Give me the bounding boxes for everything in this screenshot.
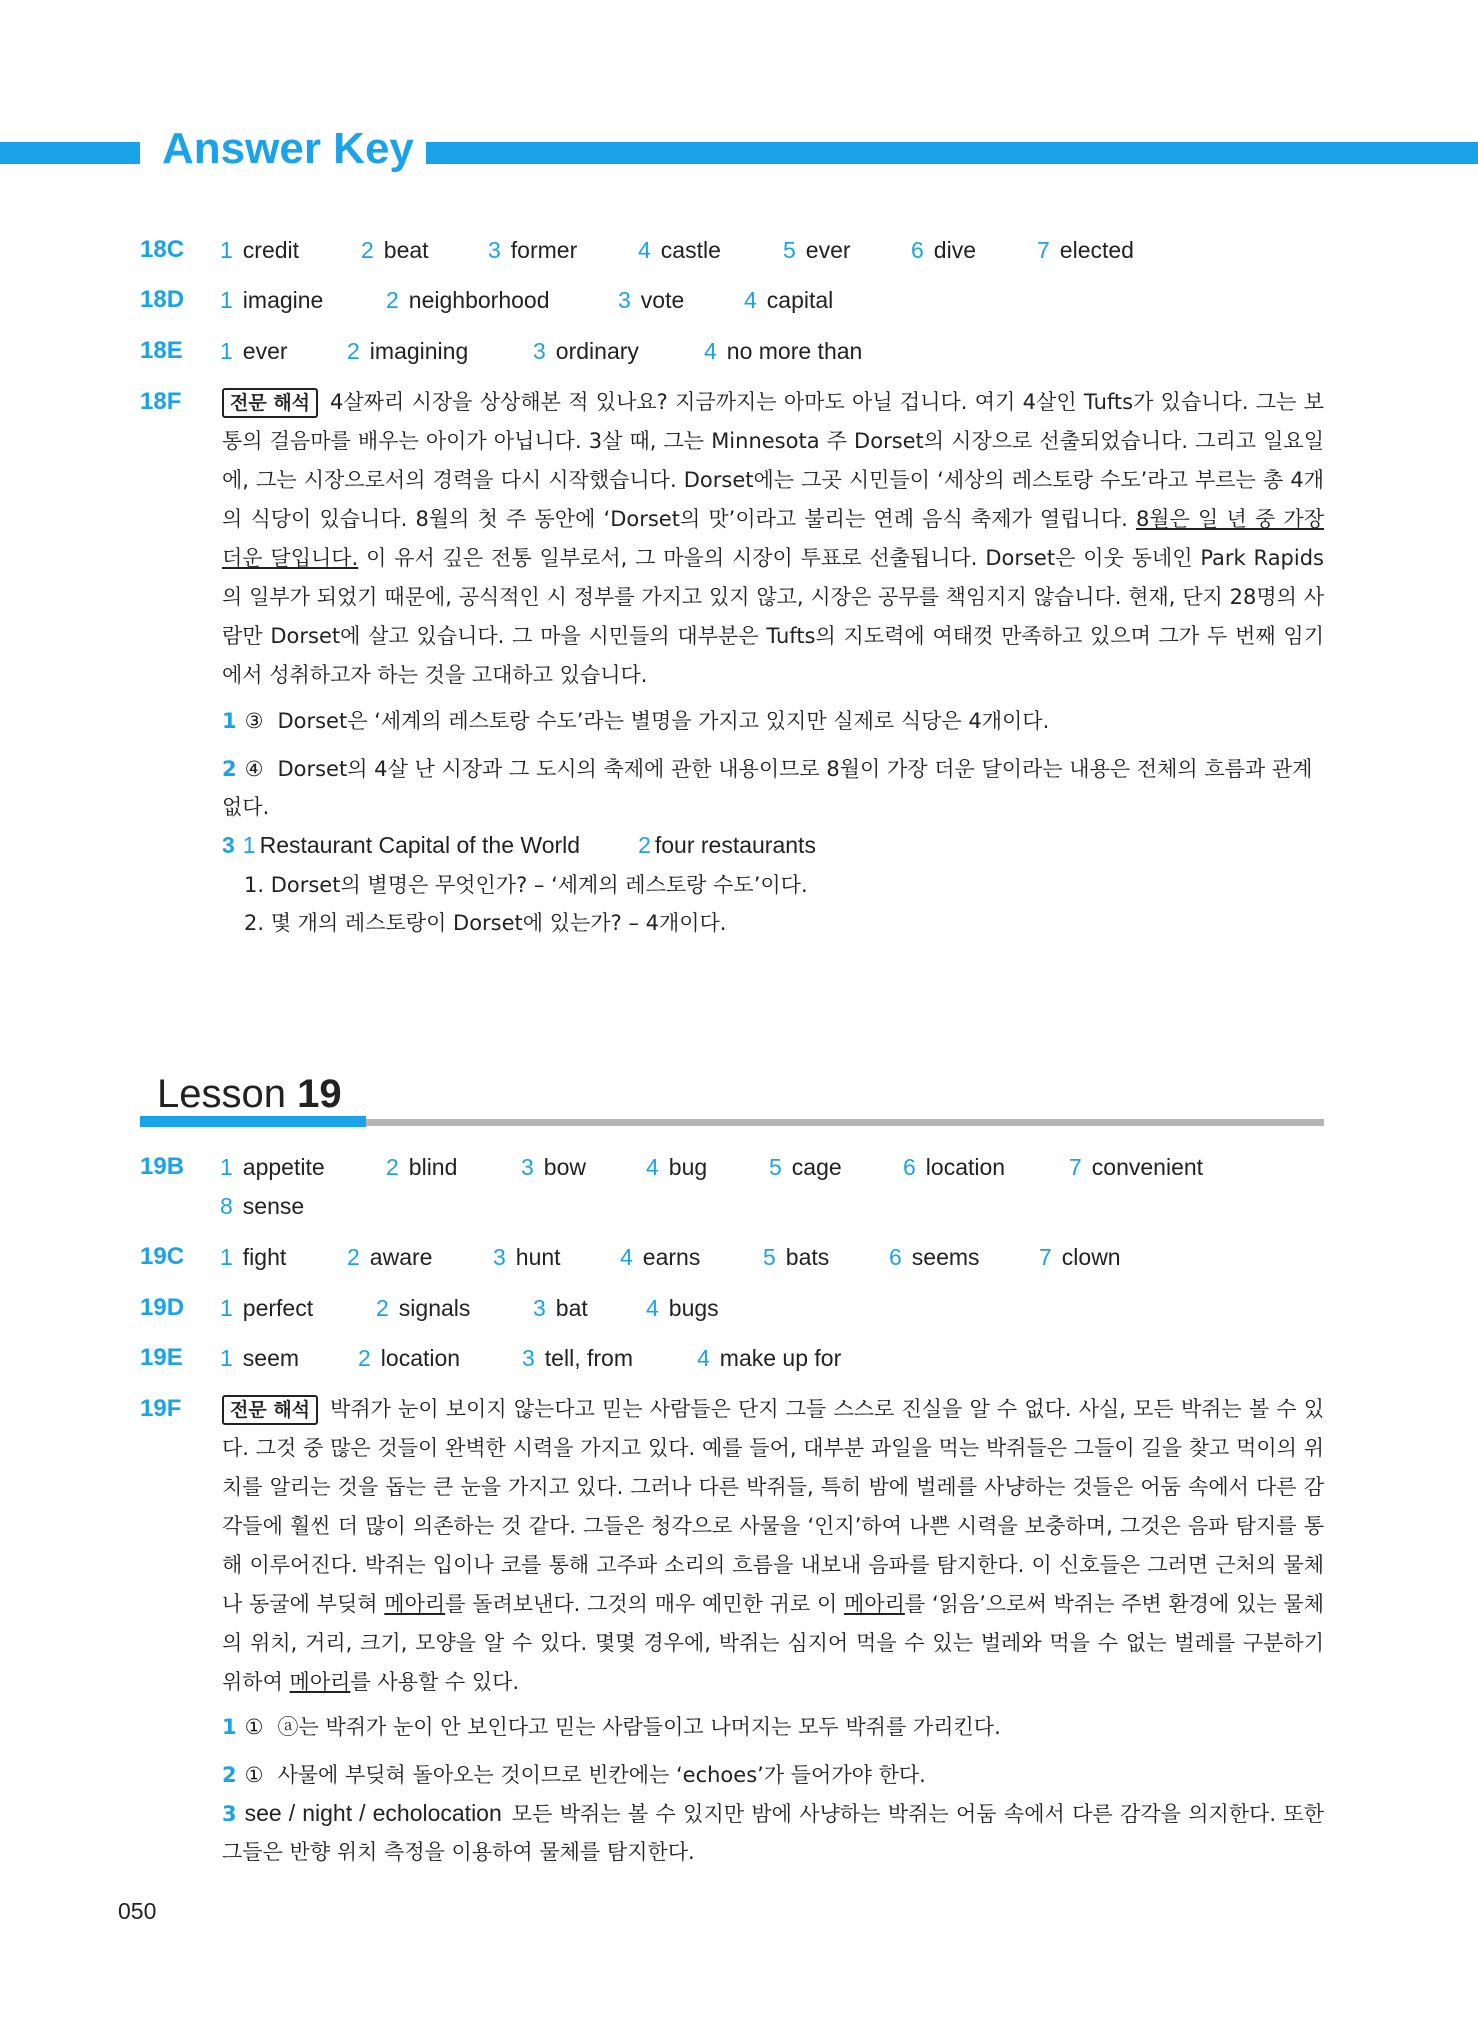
answer-item: 2 beat xyxy=(361,237,429,263)
answer-item: 1 fight xyxy=(220,1244,287,1270)
translation-paragraph-18f: 전문 해석 4살짜리 시장을 상상해본 적 있나요? 지금까지는 아마도 아닐 겁니다. 여기 4살인 Tufts가 있습니다. 그는 보통의 걸음마를 배우는 아이가 아닙니다. 3살 때, 그는 Minnesota 주 Dorset의 시장으로 선출되었습니다. 그리고 일요일에, 그는 시장으로서의 경력을 다시 시작했습니다. Dorset에는 그곳 시민들이 ‘세상의 레스토랑 수도’라고 부르는 총 4개의 식당이 있습니다. 8월의 첫 주 동안에 ‘Dorset의 맛’이라고 불리는 연례 음식 축제가 열립니다. 8월은 일 년 중 가장 더운 달입니다. 이 유서 깊은 전통 일부로서, 그 마을의 시장이 투표로 선출됩니다. Dorset은 이웃 동네인 Park Rapids의 일부가 되었기 때문에, 공식적인 시 정부를 가지고 있지 않고, 시장은 공무를 책임지지 않습니다. 현재, 단지 28명의 사람만 Dorset에 살고 있습니다. 그 마을 시민들의 대부분은 Tufts의 지도력에 여태껏 만족하고 있으며 그가 두 번째 임기에서 성취하고자 하는 것을 고대하고 있습니다. xyxy=(222,390,1324,687)
answer-item: 2 blind xyxy=(386,1154,458,1180)
section-code: 19F xyxy=(140,1395,182,1422)
answer-item: 7 elected xyxy=(1037,237,1134,263)
section-code: 19C xyxy=(140,1243,185,1270)
header-bar-right xyxy=(426,142,1478,164)
answer-item: 4 capital xyxy=(744,287,834,313)
answer-item: 4 castle xyxy=(638,237,721,263)
section-code: 19E xyxy=(140,1344,183,1371)
answer-item: 6 seems xyxy=(889,1244,980,1270)
answer-item: 3 vote xyxy=(618,287,685,313)
answer-item: 3 bat xyxy=(533,1295,588,1321)
section-code: 19B xyxy=(140,1153,185,1180)
answer-item: 5 ever xyxy=(783,237,851,263)
underlined-word: 메아리 xyxy=(289,1670,351,1694)
answer-item: 1 perfect xyxy=(220,1295,314,1321)
question-2-19f: 2 ① 사물에 부딪혀 돌아오는 것이므로 빈칸에는 ‘echoes’가 들어가야 한다. xyxy=(222,1763,926,1787)
answer-item: 4 bugs xyxy=(646,1295,719,1321)
question-3-19f: 3 see / night / echolocation 모든 박쥐는 볼 수 있지만 밤에 사냥하는 박쥐는 어둠 속에서 다른 감각을 의지한다. 또한 그들은 반향 위치 측정을 이용하여 물체를 탐지한다. xyxy=(222,1800,1325,1864)
lesson-heading-rule xyxy=(366,1119,1324,1126)
answer-item: 3 ordinary xyxy=(533,338,639,364)
underlined-word: 메아리 xyxy=(384,1592,446,1616)
answer-item: 1 appetite xyxy=(220,1154,325,1180)
answer-item: 5 bats xyxy=(763,1244,830,1270)
answer-item: 8 sense xyxy=(220,1193,305,1219)
answer-item: 4 bug xyxy=(646,1154,708,1180)
answer-item: 4 earns xyxy=(620,1244,701,1270)
answer-item: 1 seem xyxy=(220,1345,300,1371)
answer-item: 7 clown xyxy=(1039,1244,1121,1270)
answer-item: 3 former xyxy=(488,237,578,263)
page-number: 050 xyxy=(118,1898,157,1924)
answer-item: 4 no more than xyxy=(704,338,863,364)
answer-item: 4 make up for xyxy=(697,1345,842,1371)
section-code: 18D xyxy=(140,286,185,313)
sub-answer-1: 1. Dorset의 별명은 무엇인가? – ‘세계의 레스토랑 수도’이다. xyxy=(244,873,808,897)
header-bar-left xyxy=(0,142,140,164)
question-1-18f: 1 ③ Dorset은 ‘세계의 레스토랑 수도’라는 별명을 가지고 있지만 실제로 식당은 4개이다. xyxy=(222,709,1050,733)
answer-item: 5 cage xyxy=(769,1154,842,1180)
answer-item: 2 imagining xyxy=(347,338,469,364)
section-code: 19D xyxy=(140,1294,185,1321)
answer-item: 6 dive xyxy=(911,237,976,263)
answer-item: 3 hunt xyxy=(493,1244,561,1270)
answer-item: 6 location xyxy=(903,1154,1006,1180)
lesson-heading: Lesson 19 xyxy=(157,1072,342,1116)
section-code: 18C xyxy=(140,236,185,263)
answer-item: 1 credit xyxy=(220,237,300,263)
translation-tag: 전문 해석 xyxy=(222,388,318,418)
question-2-18f: 2 ④ Dorset의 4살 난 시장과 그 도시의 축제에 관한 내용이므로 8월이 가장 더운 달이라는 내용은 전체의 흐름과 관계없다. xyxy=(222,757,1313,819)
answer-item: 2 location xyxy=(358,1345,461,1371)
question-3-18f: 3 1 Restaurant Capital of the World 2 four restaurants xyxy=(222,832,816,858)
answer-item: 3 tell, from xyxy=(522,1345,633,1371)
answer-item: 3 bow xyxy=(521,1154,586,1180)
answer-item: 2 neighborhood xyxy=(386,287,550,313)
answer-item: 1 imagine xyxy=(220,287,324,313)
answer-item: 1 ever xyxy=(220,338,288,364)
section-code: 18E xyxy=(140,337,183,364)
underlined-sentence: 8월은 일 년 중 가장 더운 달입니다. xyxy=(222,507,1324,570)
question-1-19f: 1 ① ⓐ는 박쥐가 눈이 안 보인다고 믿는 사람들이고 나머지는 모두 박쥐를 가리킨다. xyxy=(222,1715,1001,1739)
translation-tag: 전문 해석 xyxy=(222,1395,318,1425)
translation-paragraph-19f: 전문 해석 박쥐가 눈이 보이지 않는다고 믿는 사람들은 단지 그들 스스로 진실을 알 수 없다. 사실, 모든 박쥐는 볼 수 있다. 그것 중 많은 것들이 완벽한 시력을 가지고 있다. 예를 들어, 대부분 과일을 먹는 박쥐들은 그들이 길을 찾고 먹이의 위치를 알리는 것을 돕는 큰 눈을 가지고 있다. 그러나 다른 박쥐들, 특히 밤에 벌레를 사냥하는 것들은 어둠 속에서 다른 감각들에 훨씬 더 많이 의존하는 것 같다. 그들은 청각으로 사물을 ‘인지’하여 나쁜 시력을 보충하며, 그것은 음파 탐지를 통해 이루어진다. 박쥐는 입이나 코를 통해 고주파 소리의 흐름을 내보내 음파를 탐지한다. 이 신호들은 그러면 근처의 물체나 동굴에 부딪혀 메아리를 돌려보낸다. 그것의 매우 예민한 귀로 이 메아리를 ‘읽음’으로써 박쥐는 주변 환경에 있는 물체의 위치, 거리, 크기, 모양을 알 수 있다. 몇몇 경우에, 박쥐는 심지어 먹을 수 있는 벌레와 먹을 수 없는 벌레를 구분하기 위하여 메아리를 사용할 수 있다. xyxy=(222,1397,1324,1694)
section-code: 18F xyxy=(140,388,182,415)
answer-item: 2 signals xyxy=(376,1295,471,1321)
sub-answer-2: 2. 몇 개의 레스토랑이 Dorset에 있는가? – 4개이다. xyxy=(244,911,727,935)
page-title: Answer Key xyxy=(162,124,414,173)
answer-item: 2 aware xyxy=(347,1244,433,1270)
lesson-heading-bar xyxy=(140,1116,366,1127)
underlined-word: 메아리 xyxy=(844,1592,905,1616)
answer-item: 7 convenient xyxy=(1069,1154,1204,1180)
